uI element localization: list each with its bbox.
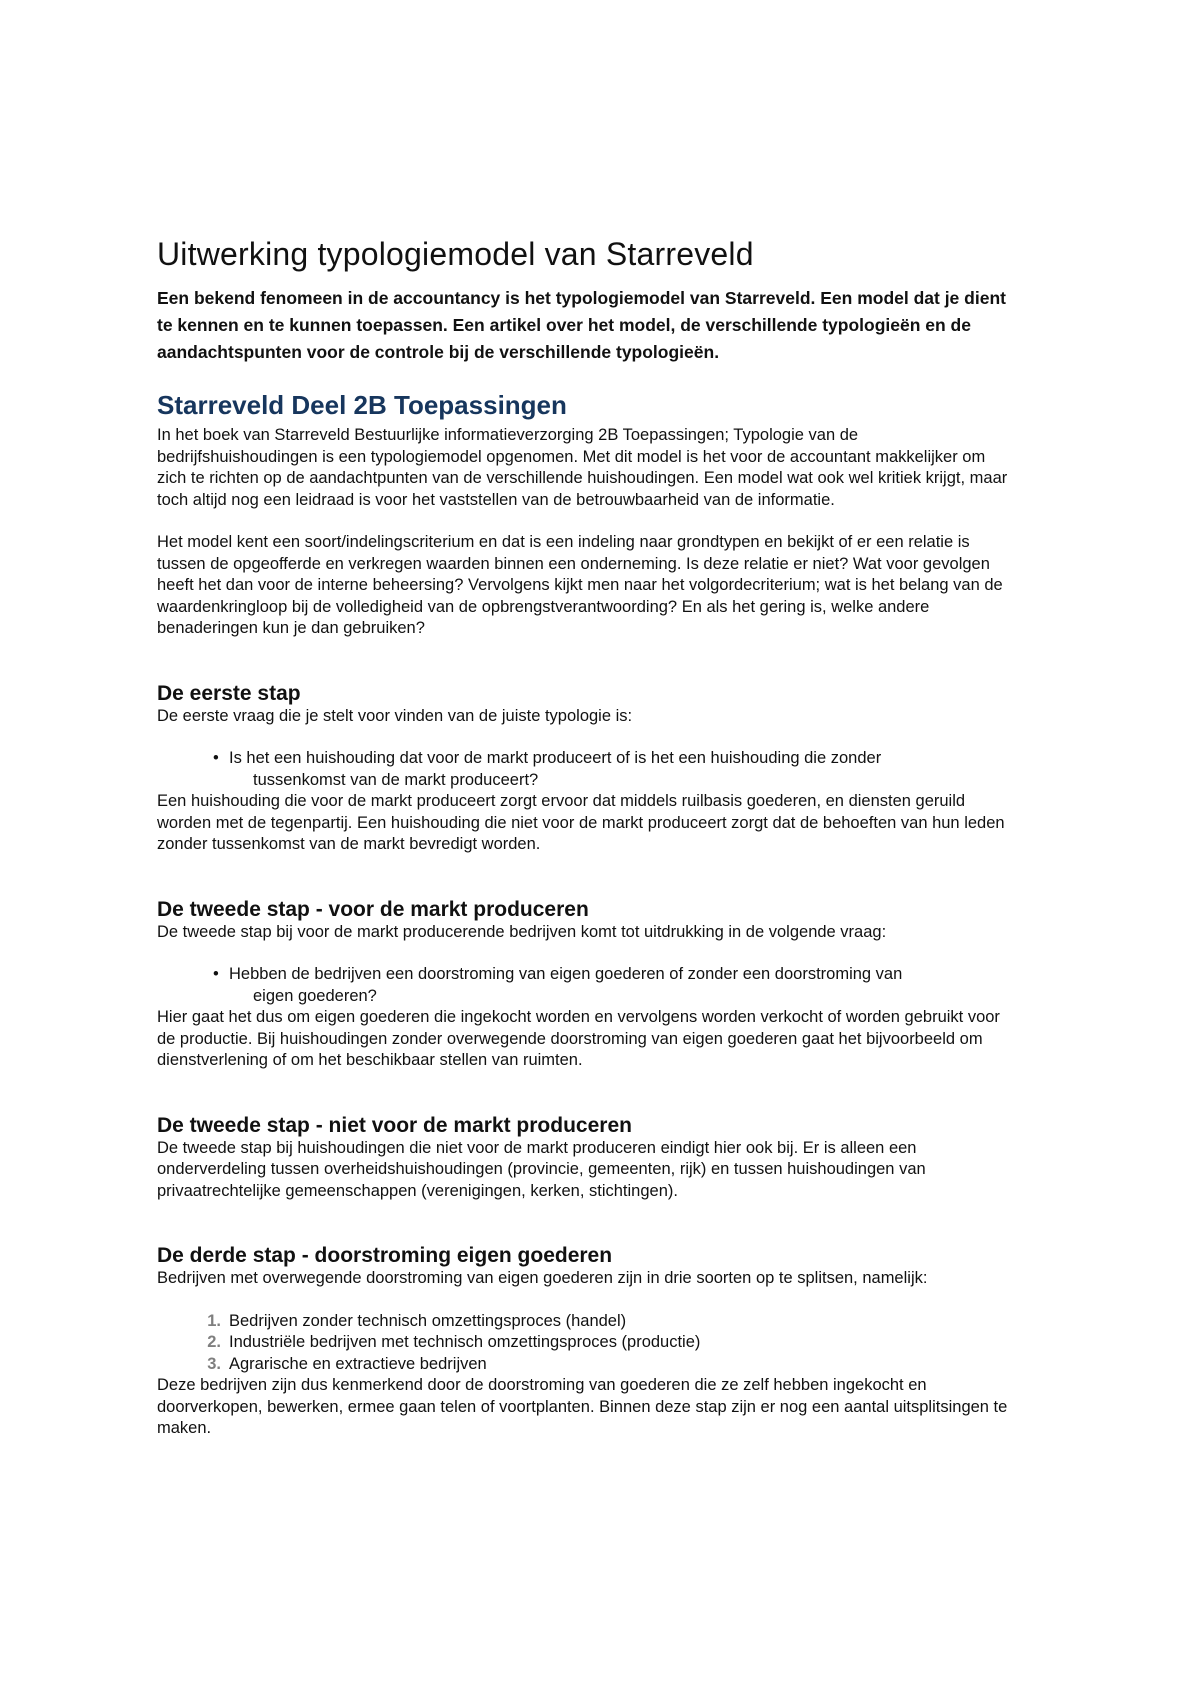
step1-bullet-line2: tussenkomst van de markt produceert? [253,770,539,789]
step2a-bullet-line1: Hebben de bedrijven een doorstroming van eigen goederen of zonder een doorstroming van [229,965,903,983]
step3-heading: De derde stap - doorstroming eigen goederen [157,1244,613,1267]
list-item: 1. Bedrijven zonder technisch omzettingsproces (handel) [207,1311,627,1330]
section-paragraph-1: In het boek van Starreveld Bestuurlijke informatieverzorging 2B Toepassingen; Typologie van de bedrijfshuishoudingen is een typologiemodel opgenomen. Met dit model is het voor de accountant makkelijker om zich te richten op de aandachtpunten van de verschillende huishoudingen. Een model wat ook wel kritiek krijgt, maar toch altijd nog een leidraad is voor het vaststellen van de betrouwbaarheid van de informatie. [157,426,1008,509]
step1-lead: De eerste vraag die je stelt voor vinden van de juiste typologie is: [157,706,633,725]
bullet-dot-icon: • [213,965,219,983]
step1-heading: De eerste stap [157,681,301,705]
intro-paragraph: Een bekend fenomeen in de accountancy is het typologiemodel van Starreveld. Een model dat je dient te kennen en te kunnen toepassen. Een artikel over het model, de verschillende typologieën en de aandachtspunten voor de controle bij de verschillende typologieën. [157,288,1006,362]
section-paragraph-2: Het model kent een soort/indelingscriterium en dat is een indeling naar grondtypen en bekijkt of er een relatie is tussen de opgeofferde en verkregen waarden binnen een onderneming. Is deze relatie er niet? Wat voor gevolgen heeft het dan voor de interne beheersing? Vervolgens kijkt men naar het volgordecriterium; wat is het belang van de waardenkringloop bij de volledigheid van de opbrengstverantwoording? En als het gering is, welke andere benaderingen kun je dan gebruiken? [157,533,1003,637]
step3-body: Deze bedrijven zijn dus kenmerkend door de doorstroming van goederen die ze zelf hebben ingekocht en doorverkopen, bewerken, ermee gaan telen of voortplanten. Binnen deze stap zijn er nog een aantal uitsplitsingen te maken. [157,1376,1008,1437]
step2a-bullet [157,964,1017,1007]
step1-bullet [157,748,1017,791]
section-heading: Starreveld Deel 2B Toepassingen [157,390,567,420]
list-item: 2. Industriële bedrijven met technisch omzettingsproces (productie) [207,1333,701,1351]
step2a-lead: De tweede stap bij voor de markt producerende bedrijven komt tot uitdrukking in de volgende vraag: [157,922,887,941]
step1-bullet-line1: Is het een huishouding dat voor de markt produceert of is het een huishouding die zonder [229,749,882,767]
step2b-body: De tweede stap bij huishoudingen die niet voor de markt produceren eindigt hier ook bij. Er is alleen een onderverdeling tussen overheidshuishoudingen (provincie, gemeenten, rijk) en tussen huishoudingen van privaatrechtelijke gemeenschappen (verenigingen, kerken, stichtingen). [157,1138,926,1200]
step2a-bullet-line2: eigen goederen? [253,986,377,1005]
step2b-heading: De tweede stap - niet voor de markt produceren [157,1113,632,1137]
step3-lead: Bedrijven met overwegende doorstroming van eigen goederen zijn in drie soorten op te splitsen, namelijk: [157,1269,928,1287]
step2a-body: Hier gaat het dus om eigen goederen die ingekocht worden en vervolgens worden verkocht of worden gebruikt voor de productie. Bij huishoudingen zonder overwegende doorstroming van eigen goederen gaat het bijvoorbeeld om dienstverlening of om het beschikbaar stellen van ruimten. [157,1008,1000,1069]
list-item: 3. Agrarische en extractieve bedrijven [207,1354,487,1373]
step1-body: Een huishouding die voor de markt produceert zorgt ervoor dat middels ruilbasis goederen, en diensten geruild worden met de tegenpartij. Een huishouding die niet voor de markt produceert zorgt dat de behoeften van hun leden zonder tussenkomst van de markt bevredigt worden. [157,792,1005,853]
step2a-heading: De tweede stap - voor de markt produceren [157,897,589,921]
document-content [157,236,1017,1440]
step3-list [157,1311,1017,1376]
bullet-dot-icon: • [213,749,219,767]
page-title: Uitwerking typologiemodel van Starreveld [157,236,754,272]
